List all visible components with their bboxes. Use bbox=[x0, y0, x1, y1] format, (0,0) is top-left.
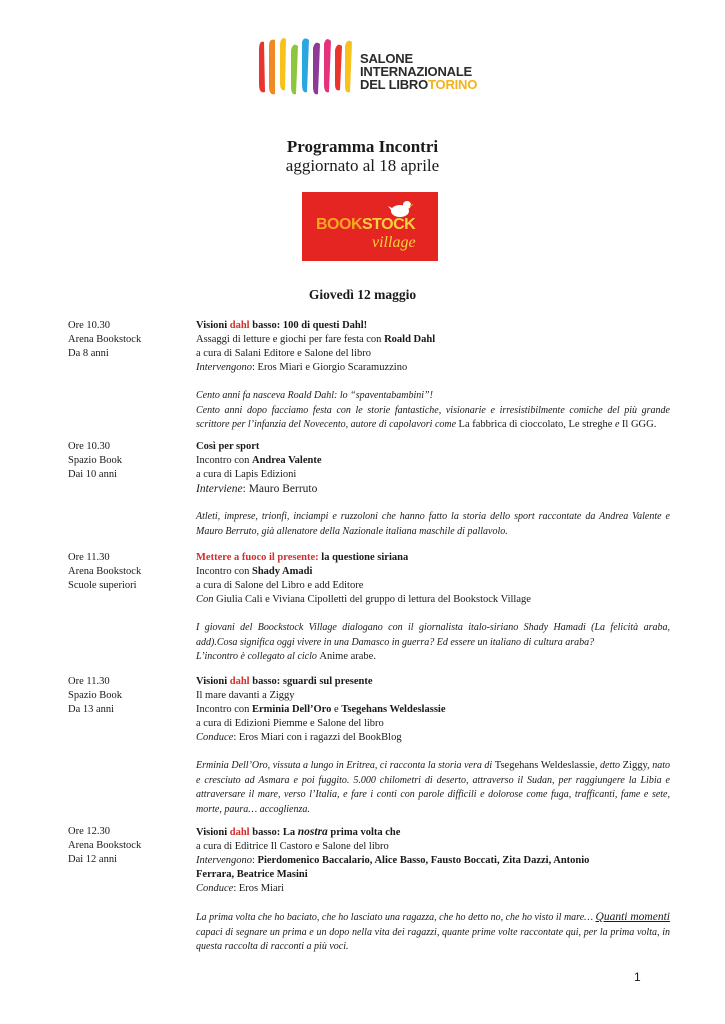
event-speakers-cont: Ferrara, Beatrice Masini bbox=[196, 869, 308, 880]
event-place: Arena Bookstock bbox=[68, 840, 142, 851]
speakers-sep: : bbox=[251, 855, 258, 866]
logo-line-1: SALONE bbox=[360, 51, 413, 66]
bookstock-village-logo bbox=[302, 192, 438, 261]
desc-text: Cento anni fa nasceva Roald Dahl: lo “spaventabambini”! bbox=[196, 390, 433, 401]
title-red-part: dahl bbox=[229, 676, 250, 687]
event-curator: a cura di Editrice Il Castoro e Salone del libro bbox=[196, 841, 389, 852]
event-line bbox=[196, 454, 670, 468]
bookstock-word bbox=[316, 216, 415, 234]
desc-upright: Tsegehans Weldeslassie, bbox=[494, 760, 598, 771]
desc-text: detto bbox=[597, 760, 623, 771]
event-line bbox=[196, 565, 670, 579]
desc-text: I giovani del Boockstock Village dialogano con il giornalista italo-siriano Shady Hamadi ( bbox=[196, 622, 595, 633]
event-time: Ore 10.30 bbox=[68, 441, 110, 452]
title-red-part: Mettere a fuoco il presente: bbox=[196, 552, 319, 563]
title-part: la questione siriana bbox=[318, 552, 409, 563]
event-place: Spazio Book bbox=[68, 690, 122, 701]
event-speakers bbox=[196, 482, 670, 496]
title-part: basso: 100 di questi Dahl! bbox=[249, 320, 368, 331]
desc-text: L’incontro è collegato al ciclo bbox=[196, 651, 320, 662]
desc-text: e bbox=[612, 419, 622, 430]
event-speakers bbox=[196, 361, 670, 375]
logo-del-libro: DEL LIBRO bbox=[360, 77, 429, 92]
event-place: Spazio Book bbox=[68, 455, 122, 466]
desc-upright: Anime arabe. bbox=[319, 651, 376, 662]
page-title: Programma Incontri bbox=[286, 137, 439, 156]
desc-text: capaci di segnare un prima e un dopo nella vita dei ragazzi, quante prime volte raccontate qui, per la prima volta, in questa raccolta di racconti a più voci. bbox=[196, 926, 670, 952]
line-bold: Erminia Dell’Oro bbox=[251, 704, 332, 715]
event-title bbox=[196, 319, 670, 333]
event-date: Giovedì 12 maggio bbox=[308, 287, 417, 302]
bookstock-stock: STOCK bbox=[362, 216, 416, 233]
event-meta bbox=[68, 825, 188, 867]
event-details bbox=[196, 675, 670, 817]
event-title bbox=[196, 825, 670, 840]
event-place: Arena Bookstock bbox=[68, 334, 142, 345]
title-part: Visioni bbox=[196, 320, 230, 331]
event-description bbox=[196, 759, 670, 817]
event-age: Dai 12 anni bbox=[68, 854, 117, 865]
speakers-label: Interviene bbox=[196, 483, 243, 495]
desc-text: nato e cresciuto ad Asmara e poi fuggito. 5.000 chilometri di deserto, attraverso il Sudan, per raggiungere la Libia e attraversare il mare, verso l’Italia, e fare i conti con parole difficili e dolorose come fuga, trafficanti, fame e sete, morte, paura… accoglienza. bbox=[196, 760, 670, 815]
line-bold: Tsegehans Weldeslassie bbox=[341, 704, 446, 715]
host-label: Conduce bbox=[196, 883, 234, 894]
host-text: : Eros Miari con i ragazzi del BookBlog bbox=[233, 732, 402, 743]
page-number: 1 bbox=[634, 970, 641, 984]
speakers-text: : Eros Miari e Giorgio Scaramuzzino bbox=[251, 362, 408, 373]
event-curator: a cura di Salone del Libro e add Editore bbox=[196, 580, 364, 591]
title-part: Visioni bbox=[196, 827, 230, 838]
line-text: Incontro con bbox=[196, 455, 252, 466]
event-age: Da 13 anni bbox=[68, 704, 115, 715]
event-meta bbox=[68, 319, 188, 361]
title-red-part: dahl bbox=[229, 320, 250, 331]
host-label: Conduce bbox=[196, 732, 234, 743]
speakers-label: Intervengono bbox=[196, 362, 252, 373]
speakers-names: Pierdomenico Baccalario, Alice Basso, Fausto Boccati, Zita Dazzi, Antonio bbox=[257, 855, 590, 866]
bookstock-village-word: village bbox=[372, 234, 416, 251]
desc-upright: La fabbrica di cioccolato, Le streghe bbox=[458, 419, 613, 430]
event-meta bbox=[68, 675, 188, 717]
title-part: Visioni bbox=[196, 676, 230, 687]
event-description bbox=[196, 389, 670, 433]
line-bold: Andrea Valente bbox=[251, 455, 322, 466]
line-text: Incontro con bbox=[196, 704, 252, 715]
event-title bbox=[196, 675, 670, 689]
event-age: Da 8 anni bbox=[68, 348, 109, 359]
event-speakers bbox=[196, 593, 670, 607]
event-title: Così per sport bbox=[196, 441, 260, 452]
speakers-text: : Mauro Berruto bbox=[242, 483, 318, 495]
event-host bbox=[196, 882, 670, 896]
line-bold: Shady Amadi bbox=[251, 566, 313, 577]
desc-text: Erminia Dell’Oro, vissuta a lungo in Eritrea, ci racconta la storia vera di bbox=[196, 760, 495, 771]
event-curator: a cura di Salani Editore e Salone del libro bbox=[196, 348, 371, 359]
event-title bbox=[196, 551, 670, 565]
event-line bbox=[196, 703, 670, 717]
event-time: Ore 10.30 bbox=[68, 320, 110, 331]
line-text: Incontro con bbox=[196, 566, 252, 577]
event-age: Dai 10 anni bbox=[68, 469, 117, 480]
line-text: Assaggi di letture e giochi per fare festa con bbox=[196, 334, 385, 345]
page-subtitle: aggiornato al 18 aprile bbox=[285, 156, 440, 175]
title-part: prima volta che bbox=[327, 827, 401, 838]
event-curator: a cura di Edizioni Piemme e Salone del libro bbox=[196, 718, 384, 729]
event-meta bbox=[68, 440, 188, 482]
event-time: Ore 12.30 bbox=[68, 826, 110, 837]
host-text: : Eros Miari bbox=[233, 883, 285, 894]
line-text: e bbox=[331, 704, 342, 715]
logo-stripes-icon bbox=[255, 34, 355, 102]
event-age: Scuole superiori bbox=[68, 580, 137, 591]
logo-line-2: INTERNAZIONALE bbox=[360, 64, 473, 79]
title-part: basso: sguardi sul presente bbox=[249, 676, 373, 687]
event-book: Il mare davanti a Ziggy bbox=[196, 690, 295, 701]
title-red-part: dahl bbox=[229, 827, 250, 838]
event-details bbox=[196, 551, 670, 665]
bookstock-book: BOOK bbox=[316, 216, 362, 233]
title-italic-part: nostra bbox=[297, 826, 328, 838]
event-details bbox=[196, 319, 670, 433]
desc-text: Cento anni dopo facciamo festa con le storie fantastiche, visionarie e irresistibilmente comiche del più grande scrittore per l’infanzia del Novecento, autore di capolavori come bbox=[196, 404, 670, 430]
event-line bbox=[196, 333, 670, 347]
desc-text: La felicità araba, add bbox=[196, 622, 670, 648]
event-host bbox=[196, 731, 670, 745]
desc-upright: Il GGG. bbox=[621, 419, 657, 430]
event-meta bbox=[68, 551, 188, 593]
event-speakers bbox=[196, 854, 670, 868]
event-place: Arena Bookstock bbox=[68, 566, 142, 577]
event-description bbox=[196, 910, 670, 955]
event-details bbox=[196, 440, 670, 539]
desc-upright: Ziggy, bbox=[622, 760, 650, 771]
event-details bbox=[196, 825, 670, 955]
speakers-label: Intervengono bbox=[196, 855, 252, 866]
desc-text: ).Cosa significa oggi vivere in una Damasco in guerra? Ed essere un italiano di cultura araba? bbox=[211, 636, 595, 648]
event-description bbox=[196, 621, 670, 665]
title-part: basso: La bbox=[249, 827, 298, 838]
desc-emphasis: Quanti momenti bbox=[595, 911, 670, 923]
event-time: Ore 11.30 bbox=[68, 552, 110, 563]
logo-torino: TORINO bbox=[428, 77, 478, 92]
logo-text bbox=[360, 52, 477, 91]
desc-text: La prima volta che ho baciato, che ho lasciato una ragazza, che ho detto no, che ho visto il mare… bbox=[196, 912, 596, 923]
event-description: Atleti, imprese, trionfi, inciampi e ruzzoloni che hanno fatto la storia dello sport raccontate da Andrea Valente e Mauro Berruto, già allenatore della Nazionale italiana maschile di pallavolo. bbox=[196, 511, 670, 537]
event-curator: a cura di Lapis Edizioni bbox=[196, 469, 297, 480]
logo-line-3 bbox=[360, 78, 477, 91]
event-time: Ore 11.30 bbox=[68, 676, 110, 687]
line-bold: Roald Dahl bbox=[384, 334, 436, 345]
speakers-label: Con bbox=[196, 594, 214, 605]
speakers-text: Giulia Calì e Viviana Cipolletti del gruppo di lettura del Bookstock Village bbox=[213, 594, 531, 605]
